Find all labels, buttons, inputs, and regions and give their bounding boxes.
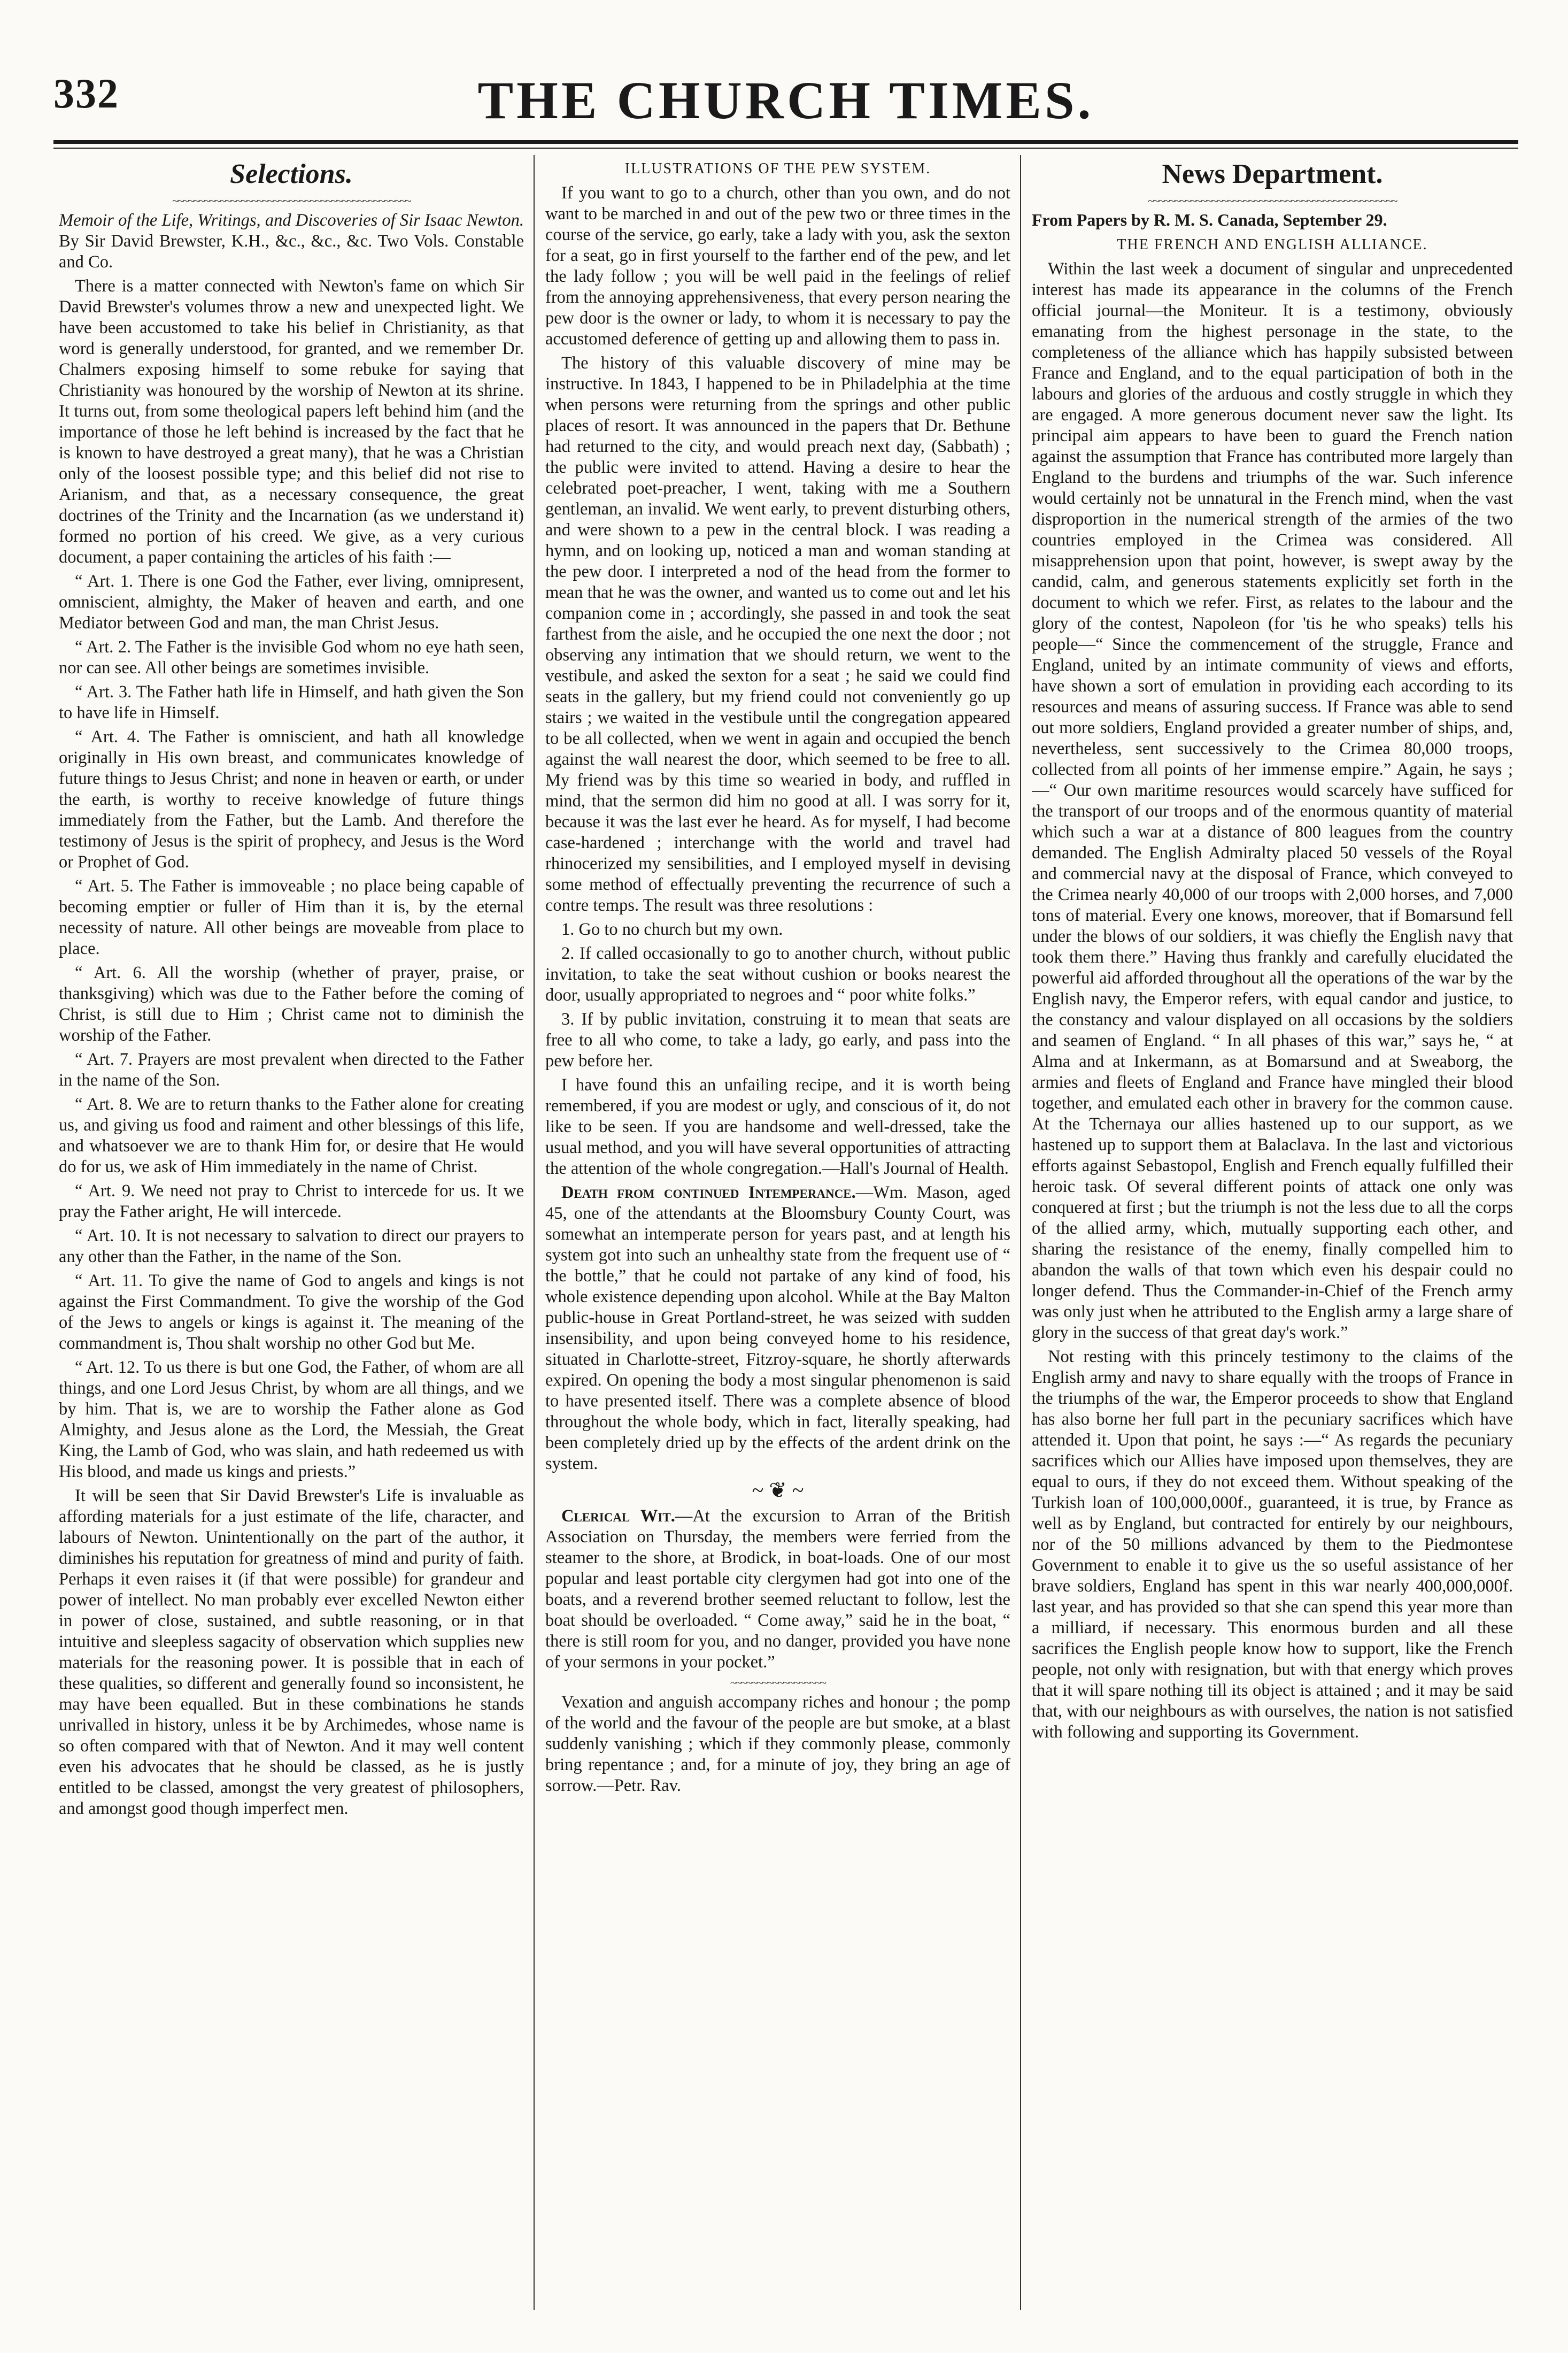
column-selections [59,155,524,2310]
page-number: 332 [53,70,119,117]
article-heading: THE FRENCH AND ENGLISH ALLIANCE. [1117,236,1428,253]
clerical-article [545,1506,1010,1673]
column-divider [1020,155,1021,2310]
death-article [545,1182,1010,1474]
review-title: Memoir of the Life, Writings, and Discoveries of Sir Isaac Newton. [59,211,524,230]
paragraph: “ Art. 6. All the worship (whether of prayer, praise, or thanksgiving) which was due to the Father before the coming of Christ, is still due to Him ; Christ came not to diminish the worship of the Father. [59,963,524,1045]
wavy-rule: ~~~~~~~~~~~~~~~~~~ [730,1676,826,1689]
wavy-rule: ~~~~~~~~~~~~~~~~~~~~~~~~~~~~~~~~~~~~~~~~~~~~~~~ [1148,194,1397,207]
paragraph: The history of this valuable discovery of mine may be instructive. In 1843, I happened to be in Philadelphia at the time when persons were returning from the springs and other public places of resort. It was announced in the papers that Dr. Bethune had returned to the city, and would preach next day, (Sabbath) ; the public were invited to attend. Having a desire to hear the celebrated poet-preacher, I went, taking with me a Southern gentleman, an invalid. We went early, to prevent disturbing others, and were shown to a pew in the central block. I was reading a hymn, and on looking up, noticed a man and woman standing at the pew door. I interpreted a nod of the head from the former to mean that he was the owner, and wanted us to come out and let his companion come in ; accordingly, she passed in and took the seat farthest from the aisle, and he occupied the one next the door ; not observing any intimation that we should return, we went to the vestibule, and asked the sexton for a seat ; he said we could find seats in the gallery, but my friend could not conveniently go up stairs ; we waited in the vestibule until the congregation appeared to be all collected, when we went in again and occupied the bench against the wall nearest the door, which seemed to be free to all. My friend was by this time so wearied in body, and ruffled in mind, that the sermon did him no good at all. I was sorry for it, because it was the last ever he heard. As for myself, I had become case-hardened ; interchange with the world and travel had rhinocerized my sensibilities, and I employed myself in devising some method of effectually preventing the recurrence of such a contre temps. The result was three resolutions : [545,353,1010,915]
column-miscellany [545,155,1010,2310]
article-heading: ILLUSTRATIONS OF THE PEW SYSTEM. [624,160,931,177]
column-divider [534,155,535,2310]
column-news [1032,155,1513,2310]
paragraph: If you want to go to a church, other than you own, and do not want to be marched in and out of the pew two or three times in the course of the service, go early, take a lady with you, ask the sexton for a seat, go in first yourself to the farther end of the pew, and let the lady follow ; you will be well paid in the feelings of relief from the annoying apprehensiveness, that every person nearing the pew door is the owner or lady, to whom it is necessary to pay the accustomed deference of getting up and allowing them to pass in. [545,183,1010,349]
paragraph: “ Art. 10. It is not necessary to salvation to direct our prayers to any other than the Father, in the name of the Son. [59,1226,524,1266]
paragraph: 3. If by public invitation, construing it to mean that seats are free to all who come, to take a lady, go early, and pass into the pew before her. [545,1010,1010,1071]
paragraph: “ Art. 2. The Father is the invisible God whom no eye hath seen, nor can see. All other beings are sometimes invisible. [59,637,524,678]
article-lead: Death from continued Intemperance. [561,1183,856,1202]
paragraph: “ Art. 1. There is one God the Father, ever living, omnipresent, omniscient, almighty, the Maker of heaven and earth, and one Mediator between God and man, the man Christ Jesus. [59,572,524,633]
header-rule-thin [53,148,1518,149]
wavy-rule: ~~~~~~~~~~~~~~~~~~~~~~~~~~~~~~~~~~~~~~~~~~~~~ [172,194,411,207]
paragraph: It will be seen that Sir David Brewster's Life is invaluable as affording materials for a just estimate of the life, character, and labours of Newton. Unintentionally on the part of the author, it diminishes his reputation for greatness of mind and purity of faith. Perhaps it even raises it (if that were possible) for grandeur and power of intellect. No man probably ever excelled Newton either in power of close, sustained, and subtle reasoning, or in that intuitive and sleepless sagacity of observation which supplies new materials for the reasoning power. It is possible that in each of these qualities, so different and generally found so inconsistent, he may have been equalled. But in these combinations he stands unrivalled in history, unless it be by Archimedes, whose name is so often compared with that of Newton. And it may well content even his advocates that he should be classed, as he is justly entitled to be classed, amongst the very greatest of philosophers, and amongst good though imperfect men. [59,1486,524,1818]
paragraph: “ Art. 11. To give the name of God to angels and kings is not against the First Commandment. To give the worship of the God of the Jews to angels or kings is against it. The meaning of the commandment is, Thou shalt worship no other God but Me. [59,1271,524,1353]
header-rule-thick [53,140,1518,144]
paragraph: “ Art. 12. To us there is but one God, the Father, of whom are all things, and one Lord Jesus Christ, by whom are all things, and we by him. That is, we are to worship the Father alone as God Almighty, and Jesus alone as the Lord, the Messiah, the Great King, the Lamb of God, who was slain, and hath redeemed us with His blood, and made us kings and priests.” [59,1358,524,1481]
ornament-icon: ~ ❦ ~ [752,1478,804,1502]
review-byline: By Sir David Brewster, K.H., &c., &c., &c. Two Vols. Constable and Co. [59,232,524,272]
paragraph: “ Art. 5. The Father is immoveable ; no place being capable of becoming emptier or fuller of Him than it is, by the eternal necessity of nature. All other beings are moveable from place to place. [59,876,524,958]
paragraph: Vexation and anguish accompany riches and honour ; the pomp of the world and the favour of the people are but smoke, at a blast suddenly vanishing ; which if they commonly please, commonly bring repentance ; and, for a minute of joy, they bring an age of sorrow.—Petr. Rav. [545,1693,1010,1795]
dateline: From Papers by R. M. S. Canada, September 29. [1032,210,1387,229]
paragraph: 1. Go to no church but my own. [561,920,783,939]
section-heading: Selections. [230,159,353,189]
paragraph: Within the last week a document of singular and unprecedented interest has made its appearance in the columns of the French official journal—the Moniteur. It is a testimony, obviously emanating from the highest personage in the state, to the completeness of the alliance which has happily subsisted between France and England, and to the equal participation of both in the labours and glories of the arduous and costly struggle in which they are engaged. A more generous document never saw the light. Its principal aim appears to have been to guard the French nation against the assumption that France has contributed more largely than England to the burdens and triumphs of the war. Such inference would certainly not be unnatural in the French mind, when the vast disproportion in the numerical strength of the armies of the two countries employed in the Crimea was considered. All misapprehension upon that point, however, is swept away by the candid, calm, and generous statements explicitly set forth in the document to which we refer. First, as relates to the labour and the glory of the contest, Napoleon (for 'tis he who speaks) tells his people—“ Since the commencement of the struggle, France and England, united by an intimate community of views and efforts, have shown a sort of emulation in providing each according to its resources and means of assuring success. If France was able to send out more soldiers, England provided a greater number of ships, and, nevertheless, sent successively to the Crimea 80,000 troops, collected from all points of her immense empire.” Again, he says ;—“ Our own maritime resources would scarcely have sufficed for the transport of our troops and of the enormous quantity of material which such a war at a distance of 800 leagues from the country demanded. The English Admiralty placed 50 vessels of the Royal and commercial navy at the disposal of France, which conveyed to the Crimea nearly 40,000 of our troops with 2,000 horses, and 7,000 tons of material. Every one knows, moreover, that if Bomarsund fell under the blows of our soldiers, it was chiefly the English navy that took them there.” Having thus frankly and carefully elucidated the powerful aid afforded throughout all the operations of the war by the English navy, the Emperor refers, with equal candor and justice, to the constancy and valour displayed on all occasions by the soldiers and seamen of England. “ In all phases of this war,” says he, “ at Alma and at Inkermann, as at Bomarsund and at Sweaborg, the armies and fleets of England and France have mingled their blood together, and emulated each other in bravery for the common cause. At the Tchernaya our allies hastened up to our support, as we hastened up to support them at Balaclava. In the last and victorious efforts against Sebastopol, English and French equally fulfilled their heroic task. Of several different points of attack one only was conquered at first ; but the triumph is not the less due to all the corps of the allied army, which, mutually supporting each other, and sharing the resistance of the enemy, finally compelled him to abandon the walls of that town which even his despair could no longer defend. Thus the Commander-in-Chief of the French army was only just when he attributed to the English army a large share of glory in the success of that great day's work.” [1032,259,1513,1342]
paragraph: “ Art. 3. The Father hath life in Himself, and hath given the Son to have life in Himself. [59,682,524,722]
paragraph: I have found this an unfailing recipe, and it is worth being remembered, if you are modest or ugly, and conscious of it, do not like to be seen. If you are handsome and well-dressed, take the usual method, and you will have several opportunities of attracting the attention of the whole congregation.—Hall's Journal of Health. [545,1075,1010,1178]
article-text: —At the excursion to Arran of the British Association on Thursday, the members were ferried from the steamer to the shore, at Brodick, in boat-loads. One of our most popular and least portable city clergymen had got into one of the boats, and a reverend brother seemed reluctant to follow, lest the boat should be overloaded. “ Come away,” said he in the boat, “ there is still room for you, and no danger, provided you have none of your sermons in your pocket.” [545,1506,1010,1672]
paragraph: “ Art. 9. We need not pray to Christ to intercede for us. It we pray the Father aright, He will intercede. [59,1181,524,1221]
paragraph: There is a matter connected with Newton's fame on which Sir David Brewster's volumes throw a new and unexpected light. We have been accustomed to take his belief in Christianity, as that word is generally understood, for granted, and we remember Dr. Chalmers exposing himself to some rebuke for saying that Christianity was honoured by the worship of Newton at its shrine. It turns out, from some theological papers left behind him (and the importance of those he left behind is increased by the fact that he is known to have destroyed a great many), that he was a Christian only of the loosest possible type; and this belief did not rise to Arianism, and that, as a necessary consequence, the great doctrines of the Trinity and the Incarnation (as we understand it) formed no portion of his creed. We give, as a very curious document, a paper containing the articles of his faith :— [59,276,524,567]
newspaper-title: THE CHURCH TIMES. [477,71,1094,130]
paragraph: “ Art. 8. We are to return thanks to the Father alone for creating us, and giving us food and raiment and other blessings of this life, and whatsoever we are to thank Him for, or desire that He would do for us, we ask of Him immediately in the name of Christ. [59,1095,524,1176]
paragraph: “ Art. 4. The Father is omniscient, and hath all knowledge originally in His own breast, and communicates knowledge of future things to Jesus Christ; and none in heaven or earth, or under the earth, is worthy to receive knowledge of future things immediately from the Father, but the Lamb. And therefore the testimony of Jesus is the spirit of prophecy, and Jesus is the Word or Prophet of God. [59,727,524,872]
page-header [53,70,1518,128]
article-lead: Clerical Wit. [561,1506,675,1526]
paragraph: “ Art. 7. Prayers are most prevalent when directed to the Father in the name of the Son. [59,1050,524,1090]
paragraph: Not resting with this princely testimony to the claims of the English army and navy to share equally with the troops of France in the triumphs of the war, the Emperor proceeds to show that England has also borne her full part in the pecuniary sacrifices which have attended it. Upon that point, he says :—“ As regards the pecuniary sacrifices which our Allies have imposed upon themselves, they are equal to ours, if they do not exceed them. Without speaking of the Turkish loan of 100,000,000f., guaranteed, it is true, by France as well as by England, but contracted for entirely by our neighbours, nor of the 50 millions advanced by them to the Piedmontese Government to enable it to give us the so useful assistance of her brave soldiers, England has spent in this war nearly 400,000,000f. last year, and has provided so that she can spend this year more than a milliard, if necessary. This enormous burden and all these sacrifices the English people know how to support, like the French people, not only with resignation, but with that energy which proves that it will spare nothing till its object is attained ; and it may be said that, with our neighbours as with ourselves, the nation is not satisfied with following and supporting its Government. [1032,1347,1513,1742]
paragraph: 2. If called occasionally to go to another church, without public invitation, to take the seat without cushion or books nearest the door, usually appropriated to negroes and “ poor white folks.” [545,944,1010,1005]
article-text: —Wm. Mason, aged 45, one of the attendants at the Bloomsbury County Court, was somewhat an intemperate person for years past, and at length his system got into such an unhealthy state from the frequent use of “ the bottle,” that he could not partake of any kind of food, his whole existence depending upon alcohol. While at the Bay Malton public-house in Great Portland-street, he was seized with sudden insensibility, and upon being conveyed home to his residence, situated in Charlotte-street, Fitzroy-square, he shortly afterwards expired. On opening the body a most singular phenomenon is said to have presented itself. There was a complete absence of blood throughout the whole body, which in fact, literally speaking, had been completely dried up by the effects of the ardent drink on the system. [545,1183,1010,1473]
section-heading: News Department. [1162,159,1383,189]
